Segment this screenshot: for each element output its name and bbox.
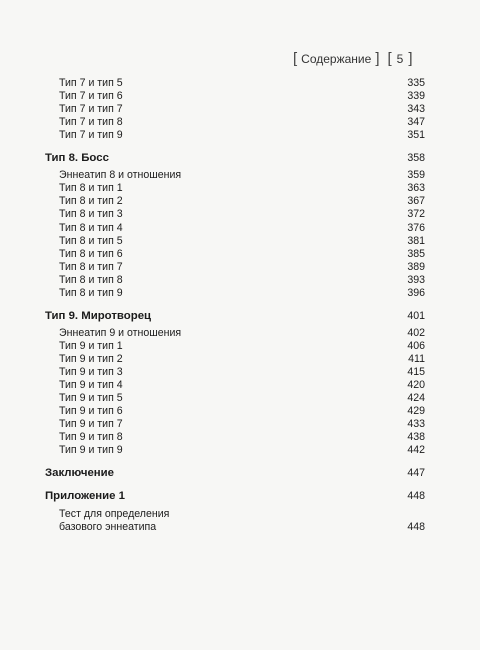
toc-page-number: 335 [407, 77, 425, 89]
toc-entry-label: Тип 9. Миротворец [45, 309, 152, 322]
toc-entry-label: Тип 8 и тип 8 [59, 273, 123, 286]
toc-entry-label: Тип 9 и тип 6 [59, 405, 123, 418]
toc-entry [0, 168, 480, 182]
toc-entry-label: Тип 9 и тип 1 [59, 339, 123, 352]
toc-entry [0, 378, 480, 392]
toc-page-number: 433 [407, 418, 425, 431]
toc-page-number: 448 [407, 490, 425, 503]
toc-entry [0, 391, 480, 405]
toc-entry-label: Эннеатип 8 и отношения [59, 169, 182, 182]
toc-entry [0, 194, 480, 208]
toc-entry-label: Тип 9 и тип 8 [59, 431, 123, 444]
toc-entry-label: Тип 7 и тип 8 [59, 116, 123, 129]
toc-entry-label: Эннеатип 9 и отношения [59, 326, 182, 339]
toc-entry [0, 181, 480, 195]
toc-entry [0, 207, 480, 221]
toc-section-heading [0, 151, 480, 165]
toc-entry [0, 89, 480, 103]
toc-entry-label: Тип 8 и тип 6 [59, 247, 123, 260]
running-head-title: Содержание [301, 52, 372, 66]
toc-page-number: 406 [407, 339, 425, 352]
toc-section-heading [0, 489, 480, 503]
page-number: 5 [396, 52, 404, 66]
toc-page-number: 448 [407, 520, 425, 533]
toc-entry-label: Тип 8. Босс [45, 152, 109, 165]
toc-page-number: 385 [407, 247, 425, 260]
toc-page-number: 415 [407, 366, 425, 378]
toc-page-number: 347 [407, 116, 425, 129]
toc-entry [0, 273, 480, 287]
toc-page-number: 389 [407, 260, 425, 273]
toc-page-number: 376 [407, 221, 425, 234]
toc-entry [0, 507, 480, 521]
toc-entry-label: Тип 8 и тип 9 [59, 286, 123, 299]
toc-entry-label: Тип 9 и тип 5 [59, 392, 123, 405]
running-head [293, 50, 413, 67]
toc-entry [0, 247, 480, 261]
toc-section-heading [0, 309, 480, 323]
toc-page-number: 393 [407, 273, 425, 286]
toc-entry [0, 115, 480, 129]
toc-entry [0, 352, 480, 366]
toc-entry-label: Тип 8 и тип 2 [59, 195, 123, 208]
toc-page-number: 442 [407, 444, 425, 457]
toc-page-number: 420 [407, 379, 425, 392]
toc-page-number: 343 [407, 103, 425, 116]
toc-page-number: 359 [407, 169, 425, 182]
toc-page-number: 351 [407, 129, 425, 142]
toc-page-number: 367 [407, 195, 425, 208]
toc-entry-label: Тип 7 и тип 5 [59, 77, 123, 89]
toc-entry-label: Тип 9 и тип 3 [59, 366, 123, 378]
toc-page-number: 381 [407, 234, 425, 247]
toc-page-number: 339 [407, 90, 425, 103]
toc-entry [0, 443, 480, 457]
toc-entry [0, 339, 480, 353]
toc-page-number: 424 [407, 392, 425, 405]
toc-entry [0, 326, 480, 340]
toc-page-number: 372 [407, 208, 425, 221]
toc-entry [0, 365, 480, 379]
toc-page-number: 438 [407, 431, 425, 444]
toc-entry [0, 430, 480, 444]
toc-entry-label: Тип 9 и тип 7 [59, 418, 123, 431]
toc-page-number: 401 [407, 309, 425, 322]
toc-page-number: 411 [408, 353, 425, 365]
bracket-left: [ [387, 50, 392, 67]
toc-entry-label: Тип 7 и тип 6 [59, 90, 123, 103]
toc-entry [0, 417, 480, 431]
toc-entry-label: Тип 8 и тип 7 [59, 260, 123, 273]
toc-page-number: 396 [407, 286, 425, 299]
toc-entry-label: Тип 8 и тип 4 [59, 221, 123, 234]
toc-page-number: 402 [407, 326, 425, 339]
toc-entry-label: Тест для определения [59, 507, 170, 520]
toc-entry [0, 76, 480, 90]
bracket-right: ] [408, 50, 413, 67]
toc-entry [0, 286, 480, 300]
toc-entry [0, 404, 480, 418]
toc-entry-label: Тип 8 и тип 1 [59, 182, 123, 195]
toc-entry-label: Тип 9 и тип 2 [59, 353, 123, 365]
toc-entry-label: Заключение [45, 467, 115, 480]
toc-page-number: 363 [407, 182, 425, 195]
toc-entry-label: Тип 7 и тип 9 [59, 129, 123, 142]
toc-entry-label: Тип 8 и тип 5 [59, 234, 123, 247]
toc-entry-label: Тип 9 и тип 9 [59, 444, 123, 457]
toc-entry [0, 234, 480, 248]
toc-entry-label: базового эннеатипа [59, 520, 157, 533]
toc-entry [0, 260, 480, 274]
toc-entry-label: Тип 8 и тип 3 [59, 208, 123, 221]
toc-page-number: 358 [407, 152, 425, 165]
toc-entry [0, 520, 480, 534]
toc-entry [0, 102, 480, 116]
toc-entry-label: Приложение 1 [45, 490, 126, 503]
toc-entry [0, 128, 480, 142]
toc-entry [0, 221, 480, 235]
bracket-left: [ [293, 50, 298, 67]
toc-entry-label: Тип 7 и тип 7 [59, 103, 123, 116]
toc-entry-label: Тип 9 и тип 4 [59, 379, 123, 392]
bracket-right: ] [375, 50, 380, 67]
toc-page-number: 447 [407, 467, 425, 480]
toc-page-number: 429 [407, 405, 425, 418]
toc-section-heading [0, 466, 480, 480]
